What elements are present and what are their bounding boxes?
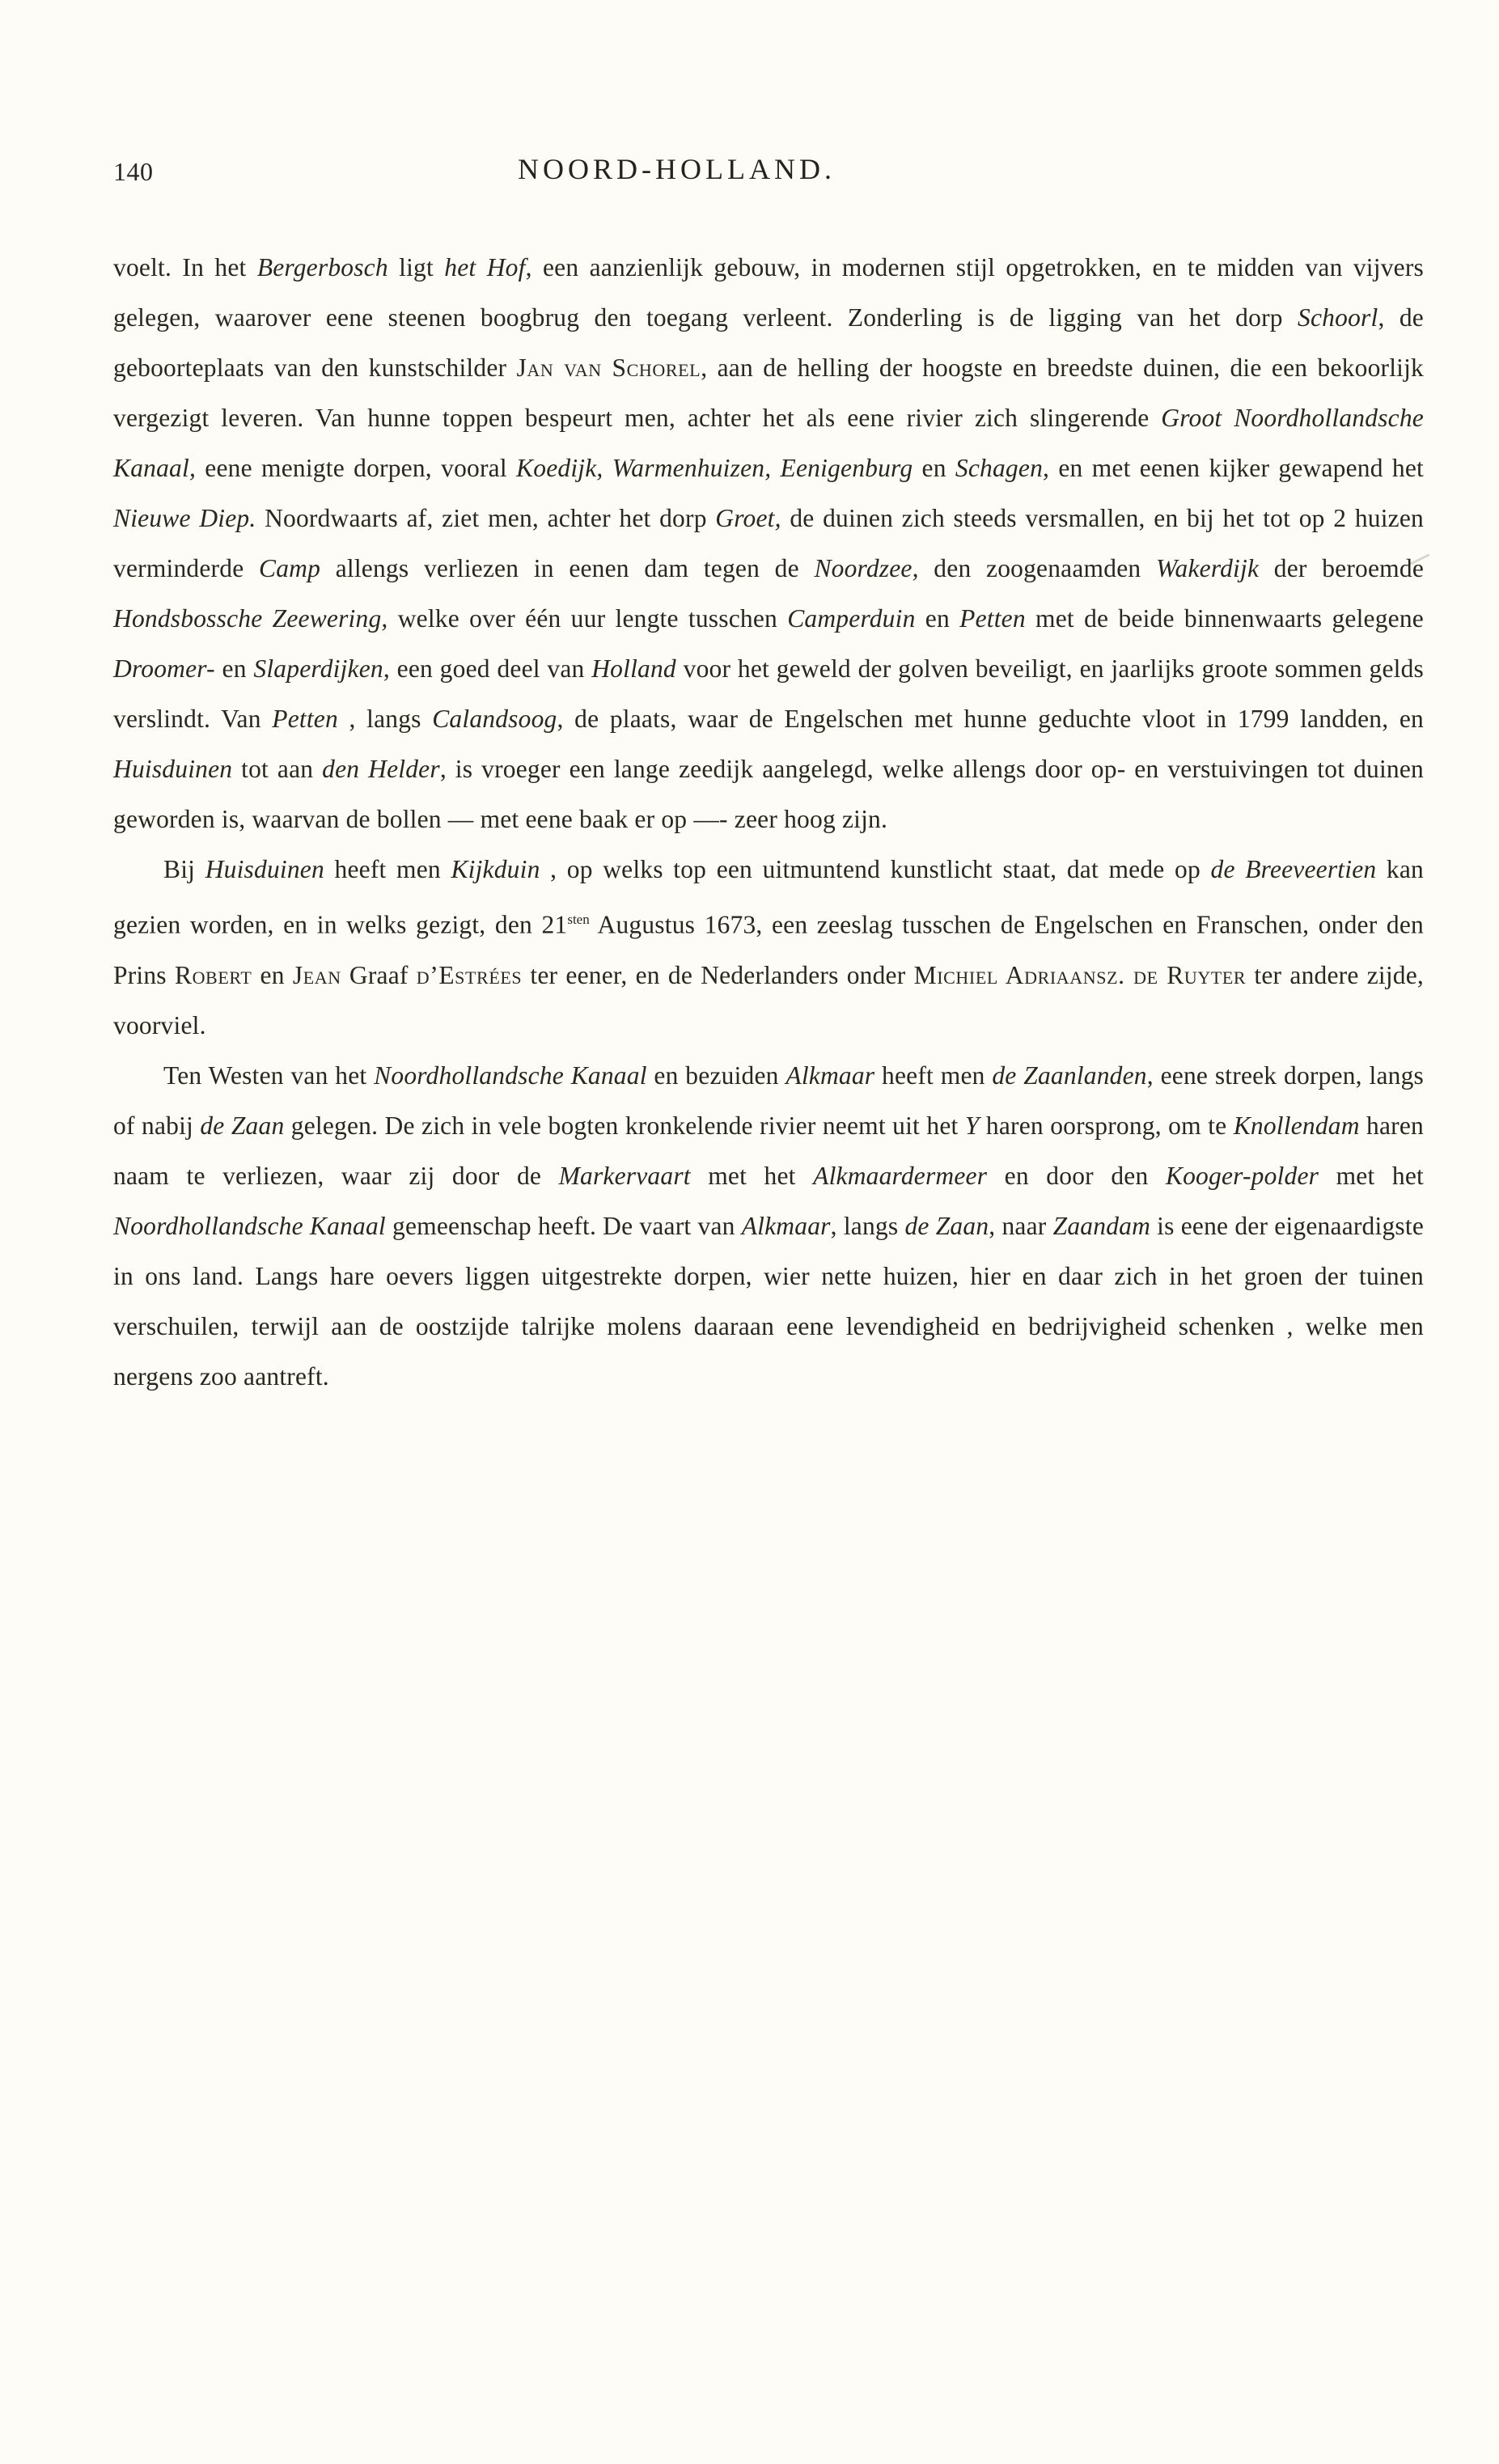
- italic-run: Wakerdijk: [1155, 554, 1260, 582]
- text-run: heeft men: [324, 855, 451, 883]
- italic-run: Petten: [959, 604, 1026, 633]
- text-run: den zoogenaamden: [918, 554, 1156, 582]
- small-caps-run: Jean: [292, 960, 341, 989]
- text-run: is eene der eigenaardigste in ons land. Langs hare oevers liggen uitgestrekte dorpen, wier nette huizen, hier en daar zich in het groen der tuinen verschuilen, terwijl aan de oostzijde talrijke molens daaraan eene levendigheid en bedrijvigheid schenken , welke men nergens zoo aantreft.: [113, 1211, 1425, 1391]
- running-head: NOORD-HOLLAND.: [518, 153, 836, 185]
- text-run: allengs verliezen in eenen dam tegen de: [320, 554, 815, 582]
- text-run: voelt. In het: [113, 253, 257, 282]
- text-run: der beroemde: [1259, 554, 1424, 582]
- small-caps-run: Jan van Schorel: [516, 354, 701, 382]
- text-run: , een aanzienlijk gebouw, in modernen stijl opgetrokken, en te midden van vijvers gelegen, waarover eene steenen boogbrug den toegang verleent. Zonderling is de ligging van het dorp: [113, 253, 1424, 332]
- small-caps-run: d’Estrées: [416, 960, 523, 989]
- italic-run: Huisduinen: [113, 755, 233, 783]
- italic-run: Alkmaar: [785, 1061, 875, 1090]
- text-run: , aan de helling der hoogste en breedste duinen, die een bekoorlijk vergezigt leveren. Van hunne toppen bespeurt men, achter het als eene rivier zich slingerende: [113, 354, 1425, 432]
- paragraph: [113, 1051, 1424, 1402]
- italic-run: Droomer-: [113, 654, 215, 683]
- text-run: , naar: [989, 1211, 1053, 1240]
- text-run: heeft men: [874, 1061, 993, 1090]
- italic-run: Hondsbossche Zeewering,: [113, 604, 388, 633]
- italic-run: Kooger-polder: [1165, 1161, 1319, 1190]
- italic-run: Petten: [272, 705, 338, 733]
- italic-run: Y: [964, 1111, 980, 1140]
- text-run: de duinen zich steeds versmallen, en bij het tot op 2 huizen verminderde: [113, 504, 1424, 582]
- text-run: en: [214, 654, 254, 683]
- italic-run: Holland: [591, 654, 676, 683]
- text-run: , de plaats, waar de Engelschen met hunne geduchte vloot in 1799 landden, en: [557, 705, 1424, 733]
- text-run: met het: [690, 1161, 814, 1190]
- italic-run: Noordzee,: [814, 554, 919, 582]
- text-run: en: [913, 454, 955, 482]
- italic-run: de Zaan: [200, 1111, 285, 1140]
- body-text: [113, 243, 1424, 1402]
- text-run: met de beide binnenwaarts gelegene: [1025, 604, 1424, 633]
- italic-run: Camp: [259, 554, 321, 582]
- text-run: , een goed deel van: [383, 654, 592, 683]
- text-run: haren oorsprong, om te: [979, 1111, 1234, 1140]
- italic-run: Schoorl: [1298, 303, 1378, 332]
- small-caps-run: Robert: [174, 960, 252, 989]
- italic-run: Koedijk, Warmenhuizen, Eenigenburg: [516, 454, 913, 482]
- text-run: en door den: [987, 1161, 1166, 1190]
- paragraph: [113, 845, 1424, 1051]
- text-run: gelegen. De zich in vele bogten kronkelende rivier neemt uit het: [284, 1111, 965, 1140]
- italic-run: Slaperdijken: [253, 654, 383, 683]
- italic-run: den Helder: [322, 755, 440, 783]
- page-number: 140: [113, 157, 154, 186]
- text-run: eene menigte dorpen, vooral: [196, 454, 517, 482]
- text-run: tot aan: [232, 755, 323, 783]
- italic-run: Zaandam: [1052, 1211, 1151, 1240]
- text-run: ligt: [387, 253, 445, 282]
- text-run: Bij: [163, 855, 205, 883]
- text-run: ter eener, en de Nederlanders onder: [522, 960, 914, 989]
- italic-run: Kijkduin: [451, 855, 540, 883]
- text-run: , op welks top een uitmuntend kunstlicht staat, dat mede op: [540, 855, 1211, 883]
- paragraph: [113, 243, 1424, 845]
- text-run: , de geboorteplaats van den kunstschilder: [113, 303, 1424, 382]
- text-run: haren naam te verliezen, waar zij door de: [113, 1111, 1424, 1190]
- text-run: Augustus 1673, een zeeslag tusschen de Engelschen en Franschen, onder den Prins: [113, 910, 1424, 989]
- italic-run: de Zaanlanden: [992, 1061, 1147, 1090]
- italic-run: Markervaart: [558, 1161, 691, 1190]
- italic-run: de Zaan: [904, 1211, 989, 1240]
- text-run: kan gezien worden, en in welks gezigt, den 21: [113, 855, 1425, 939]
- text-run: en: [252, 960, 293, 989]
- text-run: met het: [1319, 1161, 1424, 1190]
- text-run: Noordwaarts af, ziet men, achter het dorp: [256, 504, 716, 532]
- text-run: ter andere zijde, voorviel.: [113, 960, 1424, 1039]
- text-run: , langs: [830, 1211, 905, 1240]
- italic-run: het Hof: [444, 253, 526, 282]
- italic-run: Schagen,: [955, 454, 1050, 482]
- italic-run: Nieuwe Diep.: [113, 504, 256, 532]
- text-run: welke over één uur lengte tusschen: [387, 604, 788, 633]
- italic-run: Knollendam: [1233, 1111, 1360, 1140]
- ordinal-suffix: sten: [567, 912, 590, 927]
- text-run: en bezuiden: [646, 1061, 786, 1090]
- page-content: [113, 138, 1424, 1402]
- text-run: Graaf: [341, 960, 417, 989]
- text-run: , is vroeger een lange zeedijk aangelegd, welke allengs door op- en verstuivingen tot duinen geworden is, waarvan de bollen — met eene baak er op —- zeer hoog zijn.: [113, 755, 1424, 833]
- italic-run: Alkmaardermeer: [813, 1161, 988, 1190]
- text-run: gemeenschap heeft. De vaart van: [385, 1211, 742, 1240]
- italic-run: Noordhollandsche Kanaal: [374, 1061, 647, 1090]
- italic-run: Groet,: [715, 504, 781, 532]
- italic-run: Groot Noordhollandsche Kanaal,: [113, 404, 1424, 482]
- small-caps-run: Michiel Adriaansz. de Ruyter: [913, 960, 1247, 989]
- text-run: , langs: [337, 705, 433, 733]
- page-header: [113, 138, 1424, 194]
- italic-run: Bergerbosch: [256, 253, 388, 282]
- italic-run: Calandsoog: [432, 705, 557, 733]
- text-run: Ten Westen van het: [163, 1061, 375, 1090]
- italic-run: Alkmaar: [741, 1211, 831, 1240]
- italic-run: Huisduinen: [205, 855, 324, 883]
- text-run: , eene streek dorpen, langs of nabij: [113, 1061, 1425, 1140]
- text-run: en: [915, 604, 960, 633]
- italic-run: Noordhollandsche Kanaal: [113, 1211, 386, 1240]
- text-run: en met eenen kijker gewapend het: [1049, 454, 1425, 482]
- text-run: voor het geweld der golven beveiligt, en jaarlijks groote sommen gelds verslindt. Van: [113, 654, 1425, 733]
- italic-run: Camperduin: [787, 604, 916, 633]
- italic-run: de Breeveertien: [1210, 855, 1377, 883]
